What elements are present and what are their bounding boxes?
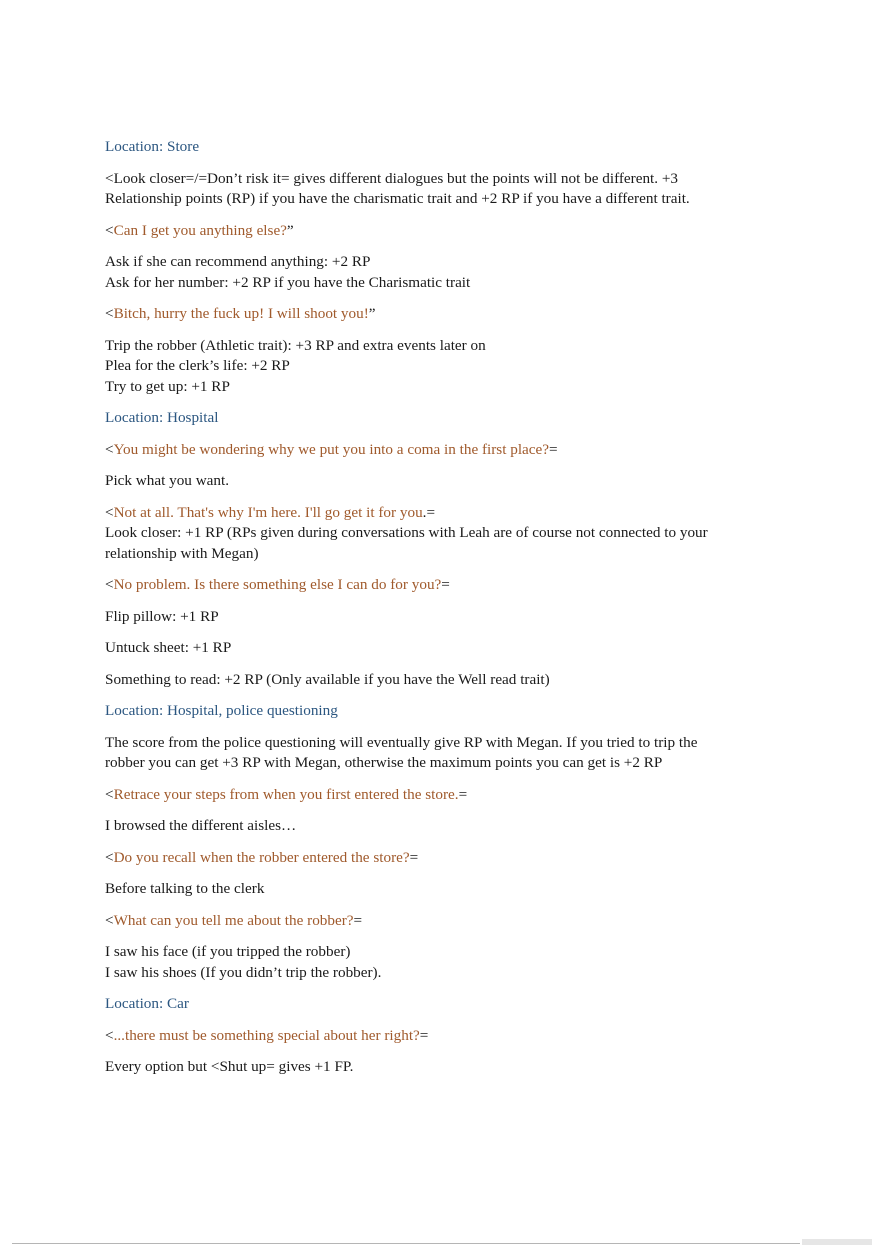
dialogue-quote: ...there must be something special about her right? xyxy=(113,1026,420,1044)
dialogue-quote: Do you recall when the robber entered the store? xyxy=(113,848,410,866)
option-line: Ask if she can recommend anything: +2 RP xyxy=(105,253,371,270)
dialogue-quote: Retrace your steps from when you first entered the store. xyxy=(113,785,459,803)
section-heading-car: Location: Car xyxy=(105,995,189,1012)
option-line: I saw his face (if you tripped the robber) xyxy=(105,943,351,960)
option-line: Ask for her number: +2 RP if you have the Charismatic trait xyxy=(105,273,471,291)
dialogue-open-mark: < xyxy=(105,785,114,803)
car-dialogue-line-1 xyxy=(105,1026,725,1047)
police-intro-paragraph: The score from the police questioning will eventually give RP with Megan. If you tried to trip the robber you can get +3 RP with Megan, otherwise the maximum points you can get is +2 RP xyxy=(105,733,698,771)
option-line: Plea for the clerk’s life: +2 RP xyxy=(105,357,290,374)
dialogue-close-mark: ” xyxy=(368,305,376,322)
store-intro-paragraph: <Look closer=/=Don’t risk it= gives different dialogues but the points will not be different. +3 Relationship points (RP) if you have the charismatic trait and +2 RP if you have a different trait. xyxy=(105,169,690,207)
dialogue-open-mark: < xyxy=(105,911,114,929)
dialogue-close-mark: .= xyxy=(422,503,436,521)
dialogue-open-mark: < xyxy=(105,848,114,866)
hospital-dialogue-line-3 xyxy=(105,575,725,596)
hospital-dialogue-line-2 xyxy=(105,503,725,565)
dialogue-open-mark: < xyxy=(105,576,114,593)
option-line: Try to get up: +1 RP xyxy=(105,377,230,395)
dialogue-close-mark: = xyxy=(549,440,558,458)
option-line: Trip the robber (Athletic trait): +3 RP and extra events later on xyxy=(105,336,486,354)
dialogue-open-mark: < xyxy=(105,440,114,458)
dialogue-line xyxy=(105,503,725,524)
police-text-2: Before talking to the clerk xyxy=(105,880,265,897)
police-dialogue-line-1 xyxy=(105,785,725,806)
dialogue-close-mark: = xyxy=(353,911,363,929)
police-dialogue-line-3 xyxy=(105,911,725,932)
police-dialogue-line-2 xyxy=(105,848,725,869)
footer-watermark xyxy=(802,1239,872,1245)
dialogue-quote: What can you tell me about the robber? xyxy=(113,911,354,929)
store-options-1 xyxy=(105,252,725,293)
dialogue-quote: Not at all. That's why I'm here. I'll go get it for you xyxy=(113,503,423,521)
hospital-text-3: Flip pillow: +1 RP xyxy=(105,607,219,625)
hospital-text-4: Untuck sheet: +1 RP xyxy=(105,639,232,656)
store-dialogue-line-2 xyxy=(105,304,725,325)
dialogue-close-mark: = xyxy=(441,576,450,593)
dialogue-open-mark: < xyxy=(105,1026,114,1044)
section-heading-police: Location: Hospital, police questioning xyxy=(105,702,338,719)
section-heading-store: Location: Store xyxy=(105,138,200,155)
dialogue-close-mark: ” xyxy=(286,221,294,239)
hospital-dialogue-line-1 xyxy=(105,440,725,461)
police-text-1: I browsed the different aisles… xyxy=(105,817,297,834)
dialogue-close-mark: = xyxy=(458,785,468,803)
store-dialogue-line-1 xyxy=(105,221,725,242)
store-options-2 xyxy=(105,336,725,398)
footer-rule xyxy=(12,1243,800,1244)
dialogue-open-mark: < xyxy=(105,221,114,239)
dialogue-open-mark: < xyxy=(105,305,114,322)
section-heading-hospital: Location: Hospital xyxy=(105,409,219,426)
document-page xyxy=(105,137,725,1089)
car-text-1: Every option but <Shut up= gives +1 FP. xyxy=(105,1058,354,1075)
hospital-text-5: Something to read: +2 RP (Only available if you have the Well read trait) xyxy=(105,670,550,688)
dialogue-quote: Bitch, hurry the fuck up! I will shoot you! xyxy=(113,305,369,322)
option-line: I saw his shoes (If you didn’t trip the robber). xyxy=(105,963,382,981)
hospital-text-2: Look closer: +1 RP (RPs given during conversations with Leah are of course not connected to your relationship with Megan) xyxy=(105,524,708,562)
dialogue-quote: You might be wondering why we put you into a coma in the first place? xyxy=(113,440,550,458)
hospital-text-1: Pick what you want. xyxy=(105,472,230,489)
dialogue-quote: No problem. Is there something else I can do for you? xyxy=(113,576,442,593)
dialogue-close-mark: = xyxy=(419,1026,429,1044)
dialogue-quote: Can I get you anything else? xyxy=(113,221,287,239)
dialogue-open-mark: < xyxy=(105,503,114,521)
dialogue-close-mark: = xyxy=(409,848,419,866)
police-options xyxy=(105,942,725,983)
